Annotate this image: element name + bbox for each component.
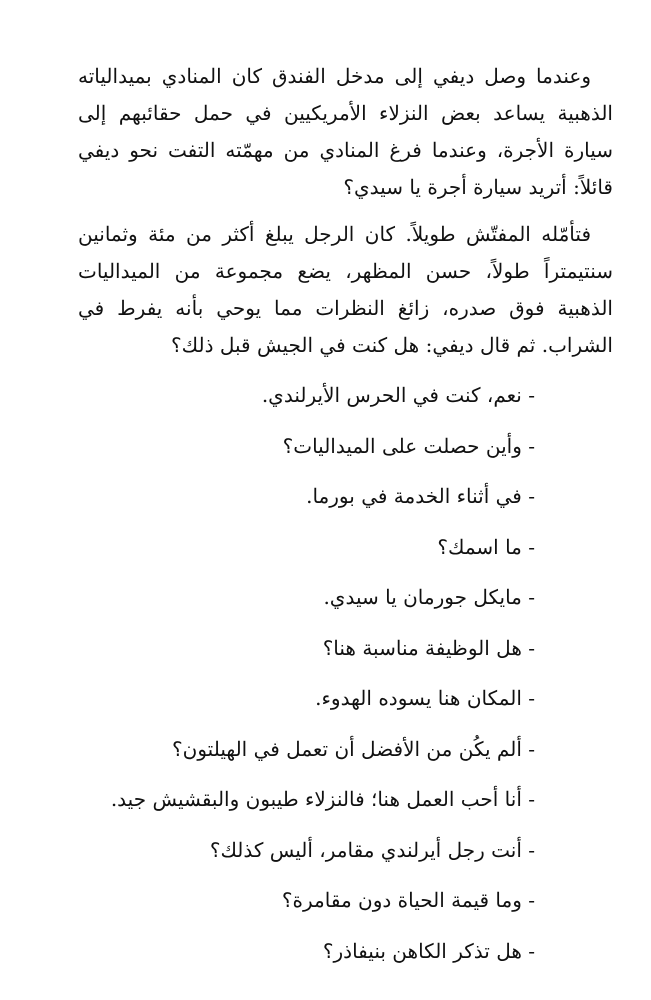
dialogue-line-5: - مايكل جورمان يا سيدي. (323, 585, 535, 609)
book-page-text (78, 58, 613, 976)
dialogue-line-10: - أنت رجل أيرلندي مقامر، أليس كذلك؟ (209, 837, 535, 862)
dialogue-list (78, 370, 613, 976)
dialogue-line-12: - هل تذكر الكاهن بنيفاذر؟ (322, 938, 535, 963)
dialogue-line-4: - ما اسمك؟ (437, 534, 535, 559)
dialogue-line-6: - هل الوظيفة مناسبة هنا؟ (322, 635, 535, 660)
dialogue-line-3: - في أثناء الخدمة في بورما. (306, 484, 535, 508)
dialogue-line-11: - وما قيمة الحياة دون مقامرة؟ (281, 888, 535, 912)
paragraph-1: وعندما وصل ديفي إلى مدخل الفندق كان المنادي بميدالياته الذهبية يساعد بعض النزلاء الأمريكيين في حمل حقائبهم إلى سيارة الأجرة، وعندما فرغ المنادي من مهمّته التفت نحو ديفي قائلاً: أتريد سيارة أجرة يا سيدي؟ (78, 64, 613, 199)
dialogue-line-1: - نعم، كنت في الحرس الأيرلندي. (261, 383, 535, 407)
dialogue-line-8: - ألم يكُن من الأفضل أن تعمل في الهيلتون؟ (172, 736, 535, 761)
dialogue-line-2: - وأين حصلت على الميداليات؟ (282, 433, 535, 458)
dialogue-line-7: - المكان هنا يسوده الهدوء. (315, 686, 535, 710)
paragraph-2: فتأمّله المفتّش طويلاً. كان الرجل يبلغ أكثر من مئة وثمانين سنتيمتراً طولاً، حسن المظهر، يضع مجموعة من الميداليات الذهبية فوق صدره، زائغ النظرات مما يوحي بأنه يفرط في الشراب. ثم قال ديفي: هل كنت في الجيش قبل ذلك؟ (78, 222, 613, 357)
dialogue-line-9: - أنا أحب العمل هنا؛ فالنزلاء طيبون والبقشيش جيد. (110, 787, 535, 811)
